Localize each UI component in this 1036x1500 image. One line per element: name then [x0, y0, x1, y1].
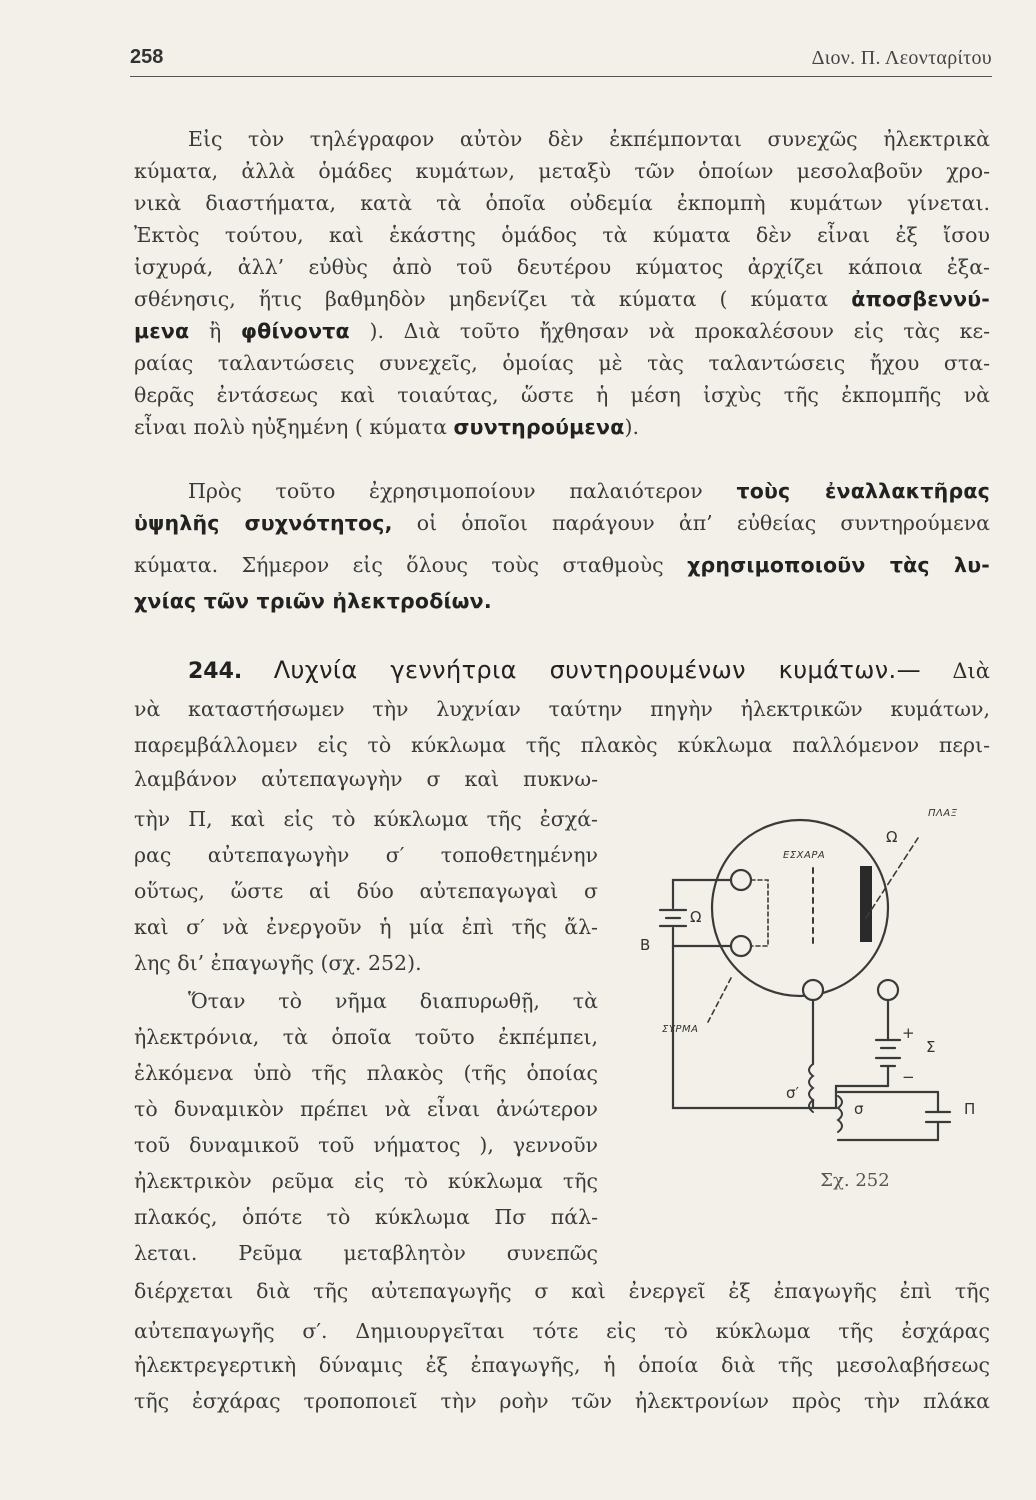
section-title: Λυχνία γεννήτρια συντηρουμένων κυμάτων.— [273, 656, 921, 684]
text-line: νικὰ διαστήματα, κατὰ τὰ ὁποῖα οὐδεμία ἐκπομπὴ κυμάτων γίνεται. [134, 191, 990, 215]
text-line: λεται. Ρεῦμα μεταβλητὸν συνεπῶς [134, 1241, 598, 1265]
label-sigma: σ [854, 1100, 864, 1118]
plate-electrode [860, 866, 872, 942]
section-heading [188, 653, 990, 687]
text-run: κύματα. Σήμερον εἰς ὅλους τοὺς σταθμοὺς [134, 553, 664, 577]
label-sigma-capital: Σ [926, 1038, 936, 1056]
text-line: Εἰς τὸν τηλέγραφον αὐτὸν δὲν ἐκπέμπονται συνεχῶς ἠλεκτρικὰ [188, 127, 990, 151]
text-line [134, 550, 990, 580]
emphasis-term: χρησιμοποιοῦν τὰς λυ- [687, 553, 990, 577]
text-line: τοῦ δυναμικοῦ τοῦ νήματος ), γεννοῦν [134, 1133, 598, 1157]
label-plate: ΠΛΑΞ [928, 808, 958, 819]
text-line [134, 412, 990, 442]
emphasis-term: τοὺς ἐναλλακτῆρας [736, 479, 990, 503]
text-line: τὴν Π, καὶ εἰς τὸ κύκλωμα τῆς ἐσχά- [134, 807, 598, 831]
text-line: καὶ σ′ νὰ ἐνεργοῦν ἡ μία ἐπὶ τῆς ἄλ- [134, 915, 598, 939]
circuit-figure [628, 796, 998, 1168]
text-line: νὰ καταστήσωμεν τὴν λυχνίαν ταύτην πηγὴν ἠλεκτρικῶν κυμάτων, [134, 697, 990, 721]
page-header [130, 46, 992, 77]
text-run: οἱ ὁποῖοι παράγουν ἀπ’ εὐθείας συντηρούμενα [416, 511, 990, 535]
emphasis-term: συντηρούμενα [453, 415, 625, 439]
battery-wire-top [673, 880, 731, 908]
text-line: ρας αὐτεπαγωγὴν σ′ τοποθετημένην [134, 843, 598, 867]
battery-wire-bottom [673, 928, 731, 946]
text-line: Ὅταν τὸ νῆμα διαπυρωθῇ, τὰ [188, 989, 598, 1013]
plate-coil [838, 1096, 842, 1132]
filament-pin-bottom [731, 936, 751, 956]
text-line: οὕτως, ὥστε αἱ δύο αὐτεπαγωγαὶ σ [134, 879, 598, 903]
label-plus: + [902, 1024, 915, 1042]
text-line: λαμβάνον αὐτεπαγωγὴν σ καὶ πυκνω- [134, 767, 598, 791]
text-line: ἠλεκτρόνια, τὰ ὁποῖα τοῦτο ἐκπέμπει, [134, 1025, 598, 1049]
emphasis-term: ἀποσβεννύ- [851, 287, 990, 311]
text-line: ἑλκόμενα ὑπὸ τῆς πλακὸς (τῆς ὁποίας [134, 1061, 598, 1085]
text-line: λης δι’ ἐπαγωγῆς (σχ. 252). [134, 951, 422, 975]
text-run: ἢ [208, 319, 222, 343]
text-run: Διὰ [952, 659, 990, 683]
text-line: διέρχεται διὰ τῆς αὐτεπαγωγῆς σ καὶ ἐνεργεῖ ἐξ ἐπαγωγῆς ἐπὶ τῆς [134, 1279, 990, 1303]
text-line: αὐτεπαγωγῆς σ′. Δημιουργεῖται τότε εἰς τὸ κύκλωμα τῆς ἐσχάρας [134, 1319, 990, 1343]
section-number: 244. [188, 659, 243, 684]
text-run: σθένησις, ἥτις βαθμηδὸν μηδενίζει τὰ κύματα ( κύματα [134, 287, 829, 311]
filament-loop [751, 880, 768, 946]
text-run: Πρὸς τοῦτο ἐχρησιμοποίουν παλαιότερον [188, 479, 703, 503]
filament-pin-top [731, 870, 751, 890]
text-line [134, 316, 990, 346]
text-line: ἰσχυρά, ἀλλ’ εὐθὺς ἀπὸ τοῦ δευτέρου κύματος ἀρχίζει κάποια ἐξα- [134, 255, 990, 279]
label-sigma-prime: σ′ [786, 1084, 799, 1102]
text-line: τῆς ἐσχάρας τροποποιεῖ τὴν ροὴν τῶν ἠλεκτρονίων πρὸς τὴν πλάκα [134, 1389, 990, 1413]
label-minus: − [902, 1068, 915, 1086]
text-line: θερᾶς ἐντάσεως καὶ τοιαύτας, ὥστε ἡ μέση ἰσχὺς τῆς ἐκπομπῆς νὰ [134, 383, 990, 407]
label-omega-left: Ω [690, 908, 702, 926]
text-line: κύματα, ἀλλὰ ὁμάδες κυμάτων, μεταξὺ τῶν ὁποίων μεσολαβοῦν χρο- [134, 159, 990, 183]
tank-wire [813, 1086, 888, 1108]
text-run: εἶναι πολὺ ηὐξημένη ( κύματα [134, 415, 447, 439]
grid-pin [803, 980, 823, 1000]
text-line: ἠλεκτρικὸν ρεῦμα εἰς τὸ κύκλωμα τῆς [134, 1169, 598, 1193]
text-run: ). Διὰ τοῦτο ἤχθησαν νὰ προκαλέσουν εἰς τὰς κε- [369, 319, 990, 343]
label-filament: ΣΥΡΜΑ [662, 1024, 699, 1035]
label-omega-top: Ω [886, 828, 898, 846]
text-line [134, 586, 990, 616]
label-battery-B: B [640, 936, 651, 954]
text-line [134, 284, 990, 314]
text-line: πλακός, ὁπότε τὸ κύκλωμα Πσ πάλ- [134, 1205, 598, 1229]
figure-caption: Σχ. 252 [820, 1170, 890, 1191]
text-line: ἠλεκτρεγερτικὴ δύναμις ἐξ ἐπαγωγῆς, ἡ ὁποία διὰ τῆς μεσολαβήσεως [134, 1353, 990, 1377]
emphasis-term: ὑψηλῆς συχνότητος, [134, 511, 393, 535]
emphasis-term: χνίας τῶν τριῶν ἠλεκτροδίων. [134, 589, 492, 613]
label-pi: Π [964, 1100, 976, 1118]
text-line: τὸ δυναμικὸν πρέπει νὰ εἶναι ἀνώτερον [134, 1097, 598, 1121]
plate-leader [866, 838, 918, 918]
text-line: παρεμβάλλομεν εἰς τὸ κύκλωμα τῆς πλακὸς κύκλωμα παλλόμενον περι- [134, 733, 990, 757]
text-line [188, 476, 990, 506]
text-line: ραίας ταλαντώσεις συνεχεῖς, ὁμοίας μὲ τὰς ταλαντώσεις ἤχου στα- [134, 351, 990, 375]
page-number: 258 [130, 46, 164, 68]
emphasis-term: μενα [134, 319, 190, 343]
text-run: ). [624, 415, 640, 439]
text-line [134, 508, 990, 538]
running-head: Διον. Π. Λεονταρίτου [811, 47, 992, 69]
emphasis-term: φθίνοντα [240, 319, 350, 343]
label-grid: ΕΣΧΑΡΑ [783, 850, 826, 861]
text-line: Ἐκτὸς τούτου, καὶ ἑκάστης ὁμάδος τὰ κύματα δὲν εἶναι ἐξ ἴσου [134, 223, 990, 247]
filament-leader [708, 978, 731, 1022]
plate-pin [878, 980, 898, 1000]
